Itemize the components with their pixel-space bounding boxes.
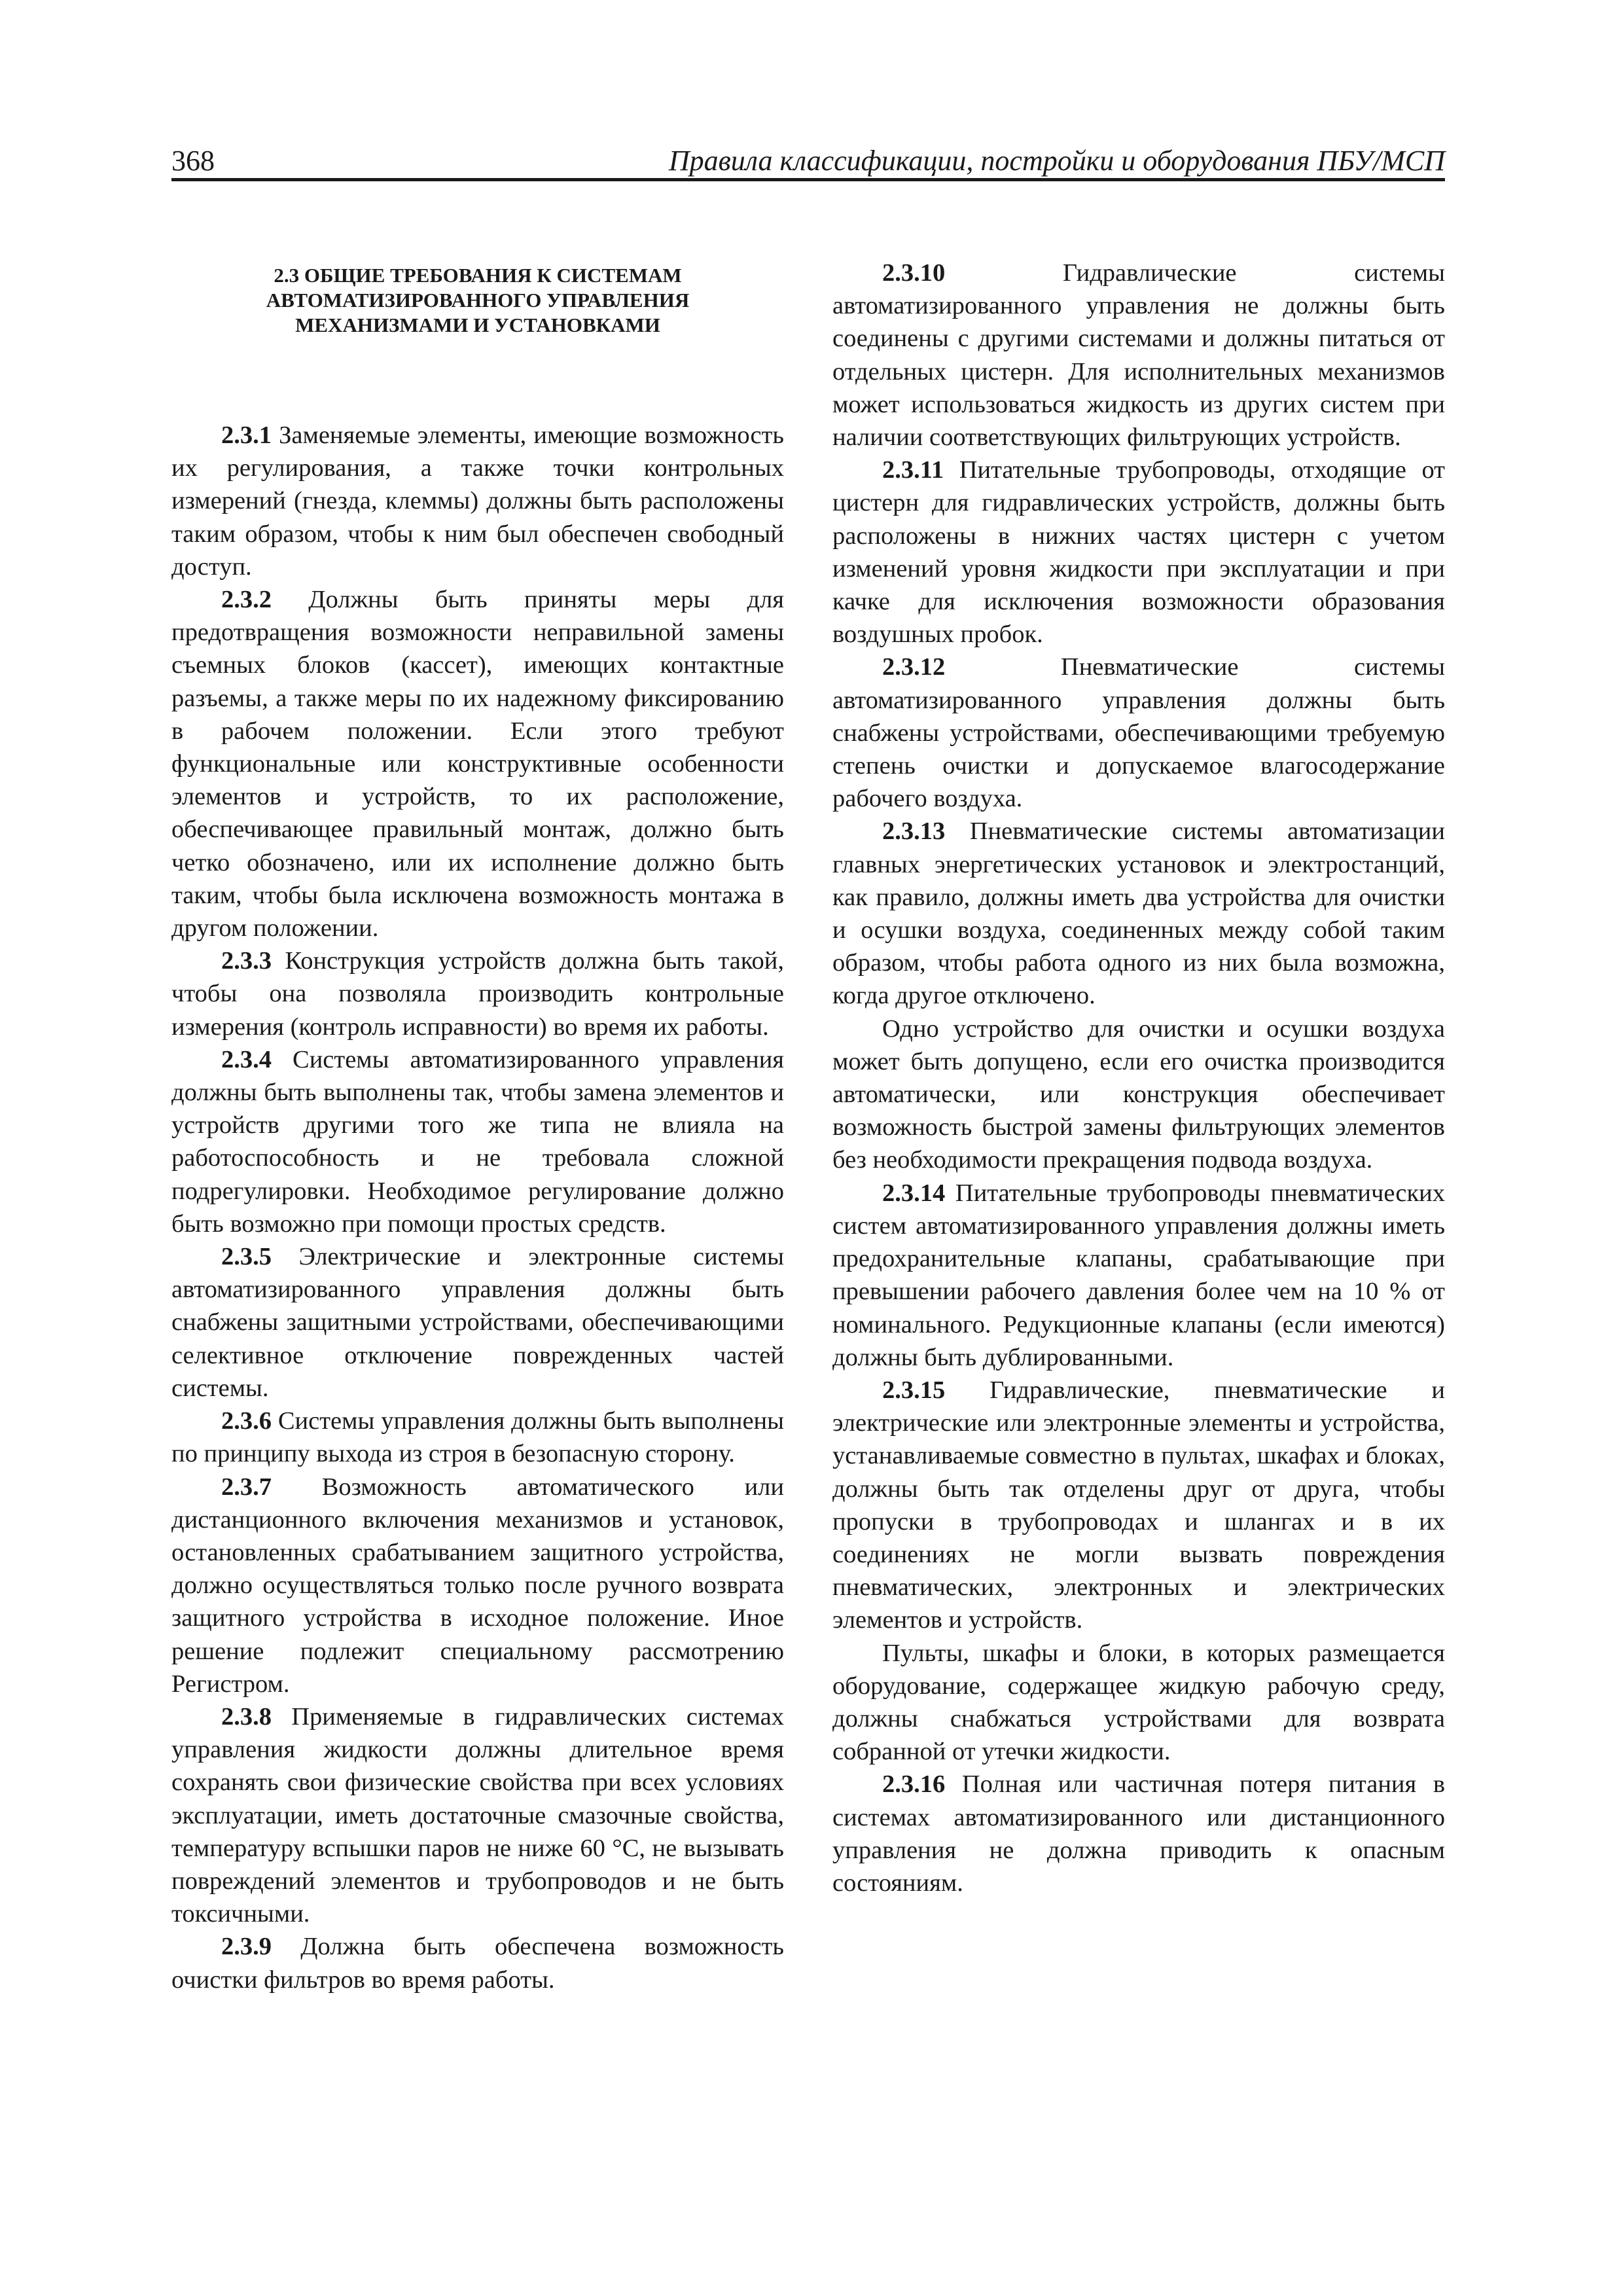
clause-text: Одно устройство для очистки и осушки воздуха может быть допущено, если его очистка производится автоматически, или конструкция обеспечивает возможность быстрой замены фильтрующих элементов без необходимости прекращения подвода воздуха. bbox=[832, 1014, 1445, 1174]
clause-text: Системы управления должны быть выполнены по принципу выхода из строя в безопасную сторону. bbox=[171, 1407, 785, 1468]
paragraph bbox=[171, 944, 784, 1043]
paragraph bbox=[171, 1240, 784, 1405]
page-number: 368 bbox=[171, 145, 215, 177]
paragraph bbox=[832, 257, 1445, 454]
paragraph bbox=[832, 1177, 1445, 1374]
clause-number: 2.3.1 bbox=[221, 422, 272, 449]
paragraph bbox=[832, 1768, 1445, 1899]
paragraph bbox=[832, 1374, 1445, 1637]
paragraph bbox=[832, 1637, 1445, 1768]
clause-number: 2.3.10 bbox=[882, 259, 946, 287]
paragraph bbox=[832, 454, 1445, 651]
paragraph bbox=[171, 1471, 784, 1700]
paragraph bbox=[832, 1013, 1445, 1177]
clause-number: 2.3.2 bbox=[221, 586, 272, 614]
paragraph bbox=[171, 583, 784, 944]
clause-text: Пульты, шкафы и блоки, в которых размещается оборудование, содержащее жидкую рабочую среду, должны снабжаться устройствами для возврата собранной от утечки жидкости. bbox=[832, 1639, 1445, 1766]
clause-number: 2.3.15 bbox=[882, 1376, 946, 1404]
clause-text: Заменяемые элементы, имеющие возможность их регулирования, а также точки контрольных измерений (гнезда, клеммы) должны быть расположены таким образом, чтобы к ним был обеспечен свободный доступ. bbox=[171, 422, 784, 581]
clause-text: Должны быть приняты меры для предотвращения возможности неправильной замены съемных блоков (кассет), имеющих контактные разъемы, а также меры по их надежному фиксированию в рабочем положении. Если этого требуют функциональные или конструктивные особенности элементов и устройств, то их расположение, обеспечивающее правильный монтаж, должно быть четко обозначено, или их исполнение должно быть таким, чтобы была исключена возможность монтажа в другом положении. bbox=[171, 586, 784, 942]
clause-text: Питательные трубопроводы, отходящие от цистерн для гидравлических устройств, должны быть расположены в нижних частях цистерн с учетом изменений уровня жидкости при эксплуатации и при качке для исключения возможности образования воздушных пробок. bbox=[832, 456, 1446, 649]
paragraph bbox=[171, 1043, 784, 1240]
paragraph bbox=[171, 419, 784, 583]
paragraph bbox=[171, 1405, 784, 1470]
clause-text: Питательные трубопроводы пневматических систем автоматизированного управления должны иметь предохранительные клапаны, срабатывающие при превышении рабочего давления более чем на 10 % от номинального. Редукционные клапаны (если имеются) должны быть дублированными. bbox=[832, 1179, 1446, 1371]
clause-text: Пневматические системы автоматизации главных энергетических установок и электростанций, как правило, должны иметь два устройства для очистки и осушки воздуха, соединенных между собой таким образом, чтобы работа одного из них была возможна, когда другое отключено. bbox=[832, 817, 1446, 1010]
section-title: 2.3 ОБЩИЕ ТРЕБОВАНИЯ К СИСТЕМАМ АВТОМАТИЗИРОВАННОГО УПРАВЛЕНИЯ МЕХАНИЗМАМИ И УСТАНОВКАМИ bbox=[266, 264, 690, 336]
clause-text: Конструкция устройств должна быть такой, чтобы она позволяла производить контрольные измерения (контроль исправности) во время их работы. bbox=[171, 947, 784, 1041]
clause-text: Системы автоматизированного управления должны быть выполнены так, чтобы замена элементов и устройств другими того же типа не влияла на работоспособность и не требовала сложной подрегулировки. Необходимое регулирование должно быть возможно при помощи простых средств. bbox=[171, 1045, 785, 1238]
paragraph bbox=[832, 651, 1445, 815]
right-paragraphs bbox=[832, 257, 1445, 1899]
clause-text: Применяемые в гидравлических системах управления жидкости должны длительное время сохранять свои физические свойства при всех условиях эксплуатации, иметь достаточные смазочные свойства, температуру вспышки паров не ниже 60 °С, не вызывать повреждений элементов и трубопроводов и не быть токсичными. bbox=[171, 1702, 784, 1928]
clause-number: 2.3.16 bbox=[882, 1770, 946, 1799]
clause-text: Электрические и электронные системы автоматизированного управления должны быть снабжены защитными устройствами, обеспечивающими селективное отключение поврежденных частей системы. bbox=[171, 1243, 784, 1402]
clause-number: 2.3.6 bbox=[221, 1407, 272, 1435]
clause-number: 2.3.12 bbox=[882, 653, 946, 681]
clause-text: Гидравлические, пневматические и электрические или электронные элементы и устройства, устанавливаемые совместно в пультах, шкафах и блоках, должны быть так отделены друг от друга, чтобы пропуски в трубопроводах и шлангах и в их соединениях не могли вызвать повреждения пневматических, электронных и электрических элементов и устройств. bbox=[832, 1376, 1445, 1634]
paragraph bbox=[171, 1700, 784, 1930]
right-column bbox=[832, 257, 1445, 1899]
paragraph bbox=[832, 815, 1445, 1012]
clause-number: 2.3.11 bbox=[882, 456, 944, 484]
clause-number: 2.3.8 bbox=[221, 1702, 272, 1731]
clause-number: 2.3.3 bbox=[221, 947, 272, 975]
paragraph bbox=[171, 1930, 784, 1996]
running-title: Правила классификации, постройки и оборудования ПБУ/МСП bbox=[668, 145, 1445, 177]
clause-number: 2.3.14 bbox=[882, 1179, 946, 1207]
clause-number: 2.3.9 bbox=[221, 1933, 272, 1961]
clause-number: 2.3.7 bbox=[221, 1473, 272, 1501]
clause-number: 2.3.4 bbox=[221, 1045, 272, 1073]
clause-text: Возможность автоматического или дистанционного включения механизмов и установок, остановленных срабатыванием защитного устройства, должно осуществляться только после ручного возврата защитного устройства в исходное положение. Иное решение подлежит специальному рассмотрению Регистром. bbox=[171, 1473, 784, 1698]
clause-number: 2.3.13 bbox=[882, 817, 946, 846]
clause-text: Должна быть обеспечена возможность очистки фильтров во время работы. bbox=[171, 1933, 784, 1994]
clause-text: Полная или частичная потеря питания в системах автоматизированного или дистанционного управления не должна приводить к опасным состояниям. bbox=[832, 1770, 1445, 1897]
left-paragraphs bbox=[171, 419, 784, 1996]
page-header bbox=[171, 143, 1445, 182]
header-rule bbox=[171, 178, 1445, 181]
clause-number: 2.3.5 bbox=[221, 1243, 272, 1271]
clause-text: Гидравлические системы автоматизированного управления не должны быть соединены с другими системами и должны питаться от отдельных цистерн. Для исполнительных механизмов может использоваться жидкость из других систем при наличии соответствующих фильтрующих устройств. bbox=[832, 259, 1445, 452]
clause-text: Пневматические системы автоматизированного управления должны быть снабжены устройствами, обеспечивающими требуемую степень очистки и допускаемое влагосодержание рабочего воздуха. bbox=[832, 653, 1445, 813]
left-column bbox=[171, 257, 784, 1996]
